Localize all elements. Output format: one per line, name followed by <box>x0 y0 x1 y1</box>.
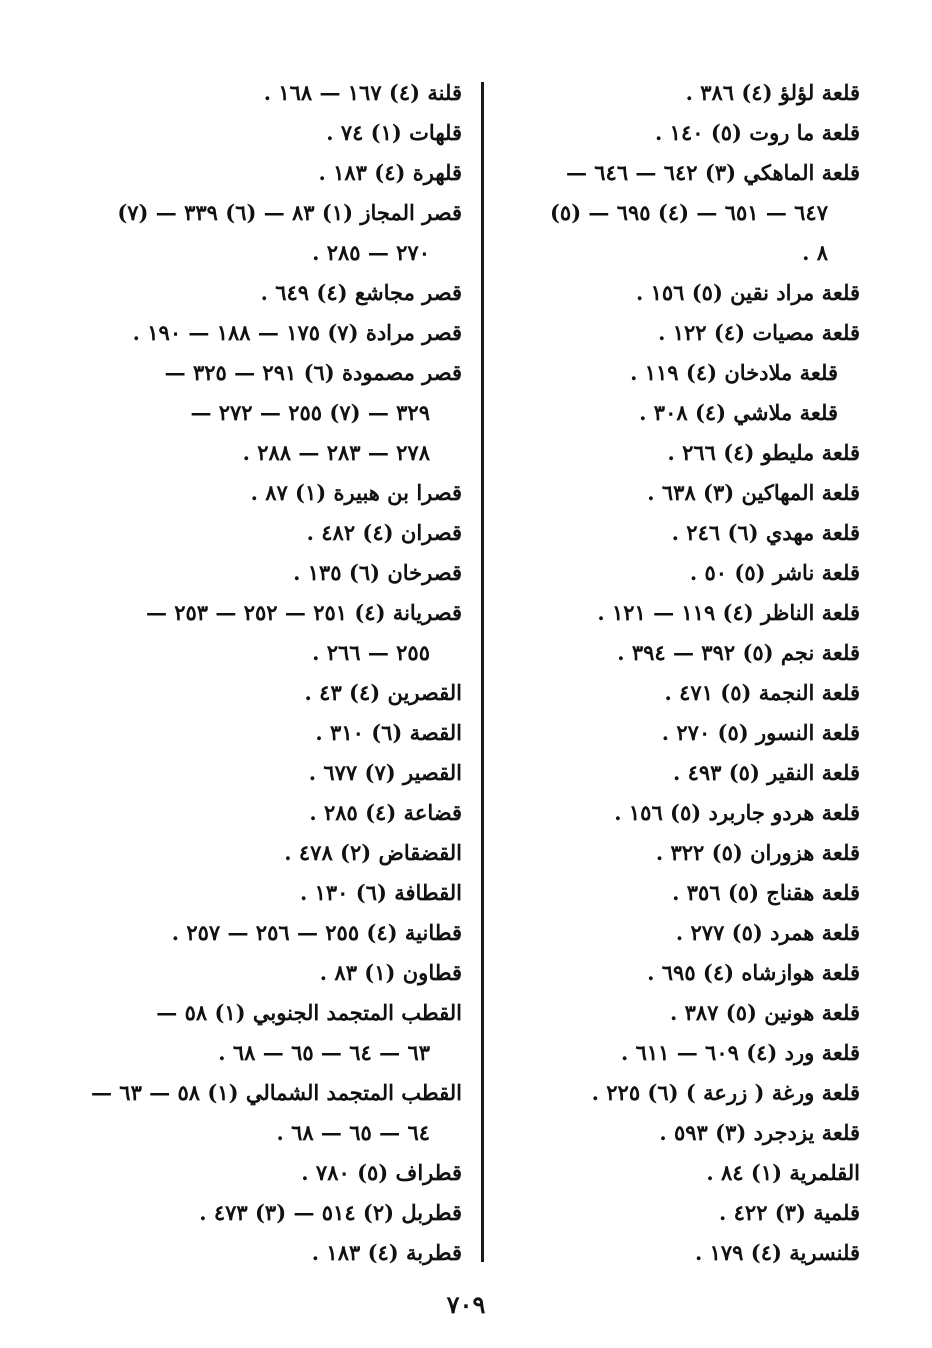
index-entry: قطانية (٤) ٢٥٥ — ٢٥٦ — ٢٥٧ . <box>171 920 462 945</box>
index-entry: قلعة نجم (٥) ٣٩٢ — ٣٩٤ . <box>617 640 860 665</box>
index-entry: قلعة هقناج (٥) ٣٥٦ . <box>672 880 860 905</box>
index-entry: قطربل (٢) ٥١٤ — (٣) ٤٧٣ . <box>199 1200 462 1225</box>
index-entry: ٦٣ — ٦٤ — ٦٥ — ٦٨ . <box>218 1040 430 1065</box>
index-entry: القطب المتجمد الشمالي (١) ٥٨ — ٦٣ — <box>90 1080 462 1105</box>
index-entry: قصر مرادة (٧) ١٧٥ — ١٨٨ — ١٩٠ . <box>132 320 462 345</box>
index-entry: قلعة ورغة ( زرعة ) (٦) ٢٢٥ . <box>591 1080 860 1105</box>
index-entry: ٢٧٠ — ٢٨٥ . <box>312 240 430 265</box>
index-entry: قلعة مليطو (٤) ٢٦٦ . <box>667 440 860 465</box>
index-entry: القلمرية (١) ٨٤ . <box>706 1160 860 1185</box>
index-entry: القصرين (٤) ٤٣ . <box>304 680 462 705</box>
index-entry: ٦٤ — ٦٥ — ٦٨ . <box>276 1120 430 1145</box>
index-entry: قلعة المهاكين (٣) ٦٣٨ . <box>647 480 860 505</box>
index-entry: قصر المجاز (١) ٨٣ — (٦) ٣٣٩ — (٧) <box>117 200 462 225</box>
index-entry: القصة (٦) ٣١٠ . <box>315 720 462 745</box>
index-entry: قلعة مصيات (٤) ١٢٢ . <box>658 320 860 345</box>
index-entry: قلعة همرد (٥) ٢٧٧ . <box>675 920 860 945</box>
index-entry: قلعة النسور (٥) ٢٧٠ . <box>661 720 860 745</box>
right-column <box>465 73 860 1273</box>
column-divider <box>481 82 484 1262</box>
index-entry: قضاعة (٤) ٢٨٥ . <box>309 800 462 825</box>
index-entry: ٨ . <box>802 240 828 265</box>
index-entry: قصر مجاشع (٤) ٦٤٩ . <box>260 280 462 305</box>
index-entry: القطافة (٦) ١٣٠ . <box>299 880 462 905</box>
index-entry: القطب المتجمد الجنوبي (١) ٥٨ — <box>156 1000 462 1025</box>
index-entry: قلهات (١) ٧٤ . <box>326 120 462 145</box>
left-column <box>90 73 462 1273</box>
index-entry: قلعة ملادخان (٤) ١١٩ . <box>630 360 838 385</box>
index-entry: قصريانة (٤) ٢٥١ — ٢٥٢ — ٢٥٣ — <box>145 600 462 625</box>
index-entry: القضقاض (٢) ٤٧٨ . <box>284 840 462 865</box>
index-entry: قلعة هردو جاربرد (٥) ١٥٦ . <box>614 800 860 825</box>
index-entry: قلعة مهدي (٦) ٢٤٦ . <box>671 520 860 545</box>
index-entry: قلمية (٣) ٤٢٢ . <box>719 1200 860 1225</box>
index-entry: قلنة (٤) ١٦٧ — ١٦٨ . <box>263 80 462 105</box>
index-entry: قصرخان (٦) ١٣٥ . <box>293 560 462 585</box>
index-entry: قصرا بن هبيرة (١) ٨٧ . <box>250 480 462 505</box>
index-entry: قلعة هزوران (٥) ٣٢٢ . <box>655 840 860 865</box>
index-entry: قصران (٤) ٤٨٢ . <box>306 520 462 545</box>
index-entry: قصر مصمودة (٦) ٢٩١ — ٣٢٥ — <box>164 360 462 385</box>
index-entry: ٣٢٩ — (٧) ٢٥٥ — ٢٧٢ — <box>190 400 430 425</box>
page-number: ٧٠٩ <box>446 1290 486 1319</box>
index-entry: قلعة لؤلؤ (٤) ٣٨٦ . <box>685 80 860 105</box>
index-entry: قلعة ما روت (٥) ١٤٠ . <box>655 120 860 145</box>
index-entry: قلنسرية (٤) ١٧٩ . <box>695 1240 860 1265</box>
index-entry: قلهرة (٤) ١٨٣ . <box>318 160 462 185</box>
index-entry: ٢٧٨ — ٢٨٣ — ٢٨٨ . <box>242 440 430 465</box>
index-entry: قلعة ورد (٤) ٦٠٩ — ٦١١ . <box>620 1040 860 1065</box>
index-entry: قلعة هوازشاه (٤) ٦٩٥ . <box>647 960 860 985</box>
index-entry: قطربة (٤) ١٨٣ . <box>311 1240 462 1265</box>
index-entry: قلعة ناشر (٥) ٥٠ . <box>689 560 860 585</box>
index-entry: قلعة مراد نقين (٥) ١٥٦ . <box>635 280 860 305</box>
index-entry: قلعة هونين (٥) ٣٨٧ . <box>669 1000 860 1025</box>
index-entry: قلعة النقير (٥) ٤٩٣ . <box>672 760 860 785</box>
index-entry: القصير (٧) ٦٧٧ . <box>308 760 462 785</box>
index-entry: قطراف (٥) ٧٨٠ . <box>301 1160 462 1185</box>
index-entry: قلعة الماهكي (٣) ٦٤٢ — ٦٤٦ — <box>565 160 860 185</box>
index-entry: قلعة يزدجرد (٣) ٥٩٣ . <box>659 1120 860 1145</box>
index-entry: قطاون (١) ٨٣ . <box>319 960 462 985</box>
index-entry: قلعة الناظر (٤) ١١٩ — ١٢١ . <box>597 600 860 625</box>
index-entry: ٢٥٥ — ٢٦٦ . <box>312 640 430 665</box>
index-entry: ٦٤٧ — ٦٥١ — (٤) ٦٩٥ — (٥) <box>549 200 828 225</box>
index-entry: قلعة النجمة (٥) ٤٧١ . <box>664 680 860 705</box>
index-entry: قلعة ملاشي (٤) ٣٠٨ . <box>639 400 838 425</box>
